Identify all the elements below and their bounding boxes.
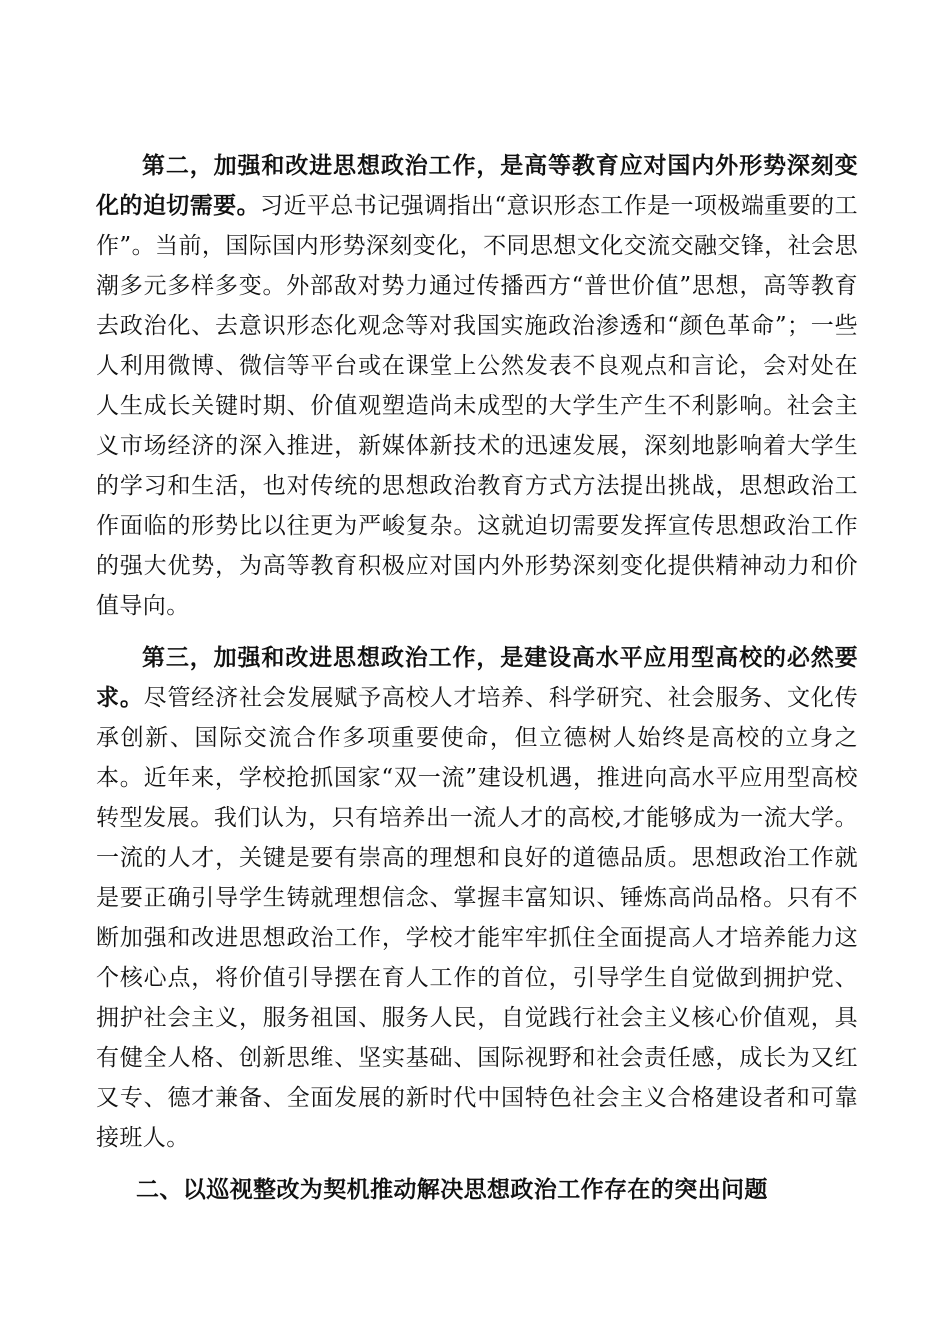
paragraph-body-text: 尽管经济社会发展赋予高校人才培养、科学研究、社会服务、文化传承创新、国际交流合作多项重要使命，但立德树人始终是高校的立身之本。近年来，学校抢抓国家“双一流”建设机遇，推进向高水平应用型高校转型发展。我们认为，只有培养出一流人才的高校,才能够成为一流大学。一流的人才，关键是要有崇高的理想和良好的道德品质。思想政治工作就是要正确引导学生铸就理想信念、掌握丰富知识、锤炼高尚品格。只有不断加强和改进思想政治工作，学校才能牢牢抓住全面提高人才培养能力这个核心点，将价值引导摆在育人工作的首位，引导学生自觉做到拥护党、拥护社会主义，服务祖国、服务人民，自觉践行社会主义核心价值观，具有健全人格、创新思维、坚实基础、国际视野和社会责任感，成长为又红又专、德才兼备、全面发展的新时代中国特色社会主义合格建设者和可靠接班人。 bbox=[96, 685, 858, 1151]
paragraph-lead-bold: 第三，加强和改进思想政治工作，是建设高水平应用型高校的必然要求。 bbox=[96, 645, 858, 711]
paragraph-body-text: 习近平总书记强调指出“意识形态工作是一项极端重要的工作”。当前，国际国内形势深刻变化，不同思想文化交流交融交锋，社会思潮多元多样多变。外部敌对势力通过传播西方“普世价值”思想，高等教育去政治化、去意识形态化观念等对我国实施政治渗透和“颜色革命”；一些人利用微博、微信等平台或在课堂上公然发表不良观点和言论，会对处在人生成长关键时期、价值观塑造尚未成型的大学生产生不利影响。社会主义市场经济的深入推进，新媒体新技术的迅速发展，深刻地影响着大学生的学习和生活，也对传统的思想政治教育方式方法提出挑战，思想政治工作面临的形势比以往更为严峻复杂。这就迫切需要发挥宣传思想政治工作的强大优势，为高等教育积极应对国内外形势深刻变化提供精神动力和价值导向。 bbox=[96, 193, 858, 619]
document-body bbox=[96, 146, 858, 1210]
section-heading: 二、以巡视整改为契机推动解决思想政治工作存在的突出问题 bbox=[136, 1177, 768, 1203]
paragraph-second-point bbox=[96, 146, 858, 626]
paragraph-third-point bbox=[96, 638, 858, 1158]
paragraph-lead-bold: 第二，加强和改进思想政治工作，是高等教育应对国内外形势深刻变化的迫切需要。 bbox=[96, 153, 858, 219]
